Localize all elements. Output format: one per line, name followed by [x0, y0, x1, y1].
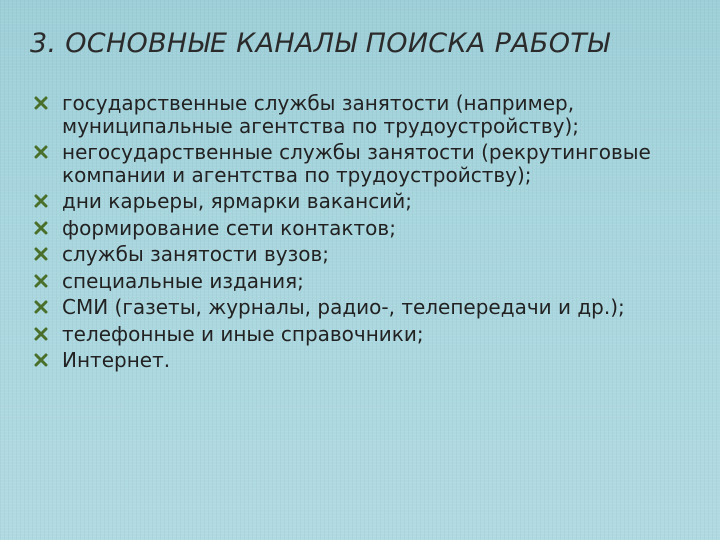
- bullet-item: [34, 296, 694, 319]
- bullet-text: телефонные и иные справочники;: [62, 321, 424, 346]
- bullet-item: [34, 217, 694, 240]
- x-cross-icon: [34, 353, 48, 367]
- bullet-item: [34, 270, 694, 293]
- x-cross-icon: [34, 274, 48, 288]
- bullet-text: негосударственные службы занятости (рекрутинговые компании и агентства по трудоустройству);: [62, 140, 651, 187]
- bullet-item: [34, 190, 694, 213]
- bullet-text: Интернет.: [62, 348, 171, 372]
- bullet-list: [34, 92, 694, 376]
- x-cross-icon: [34, 247, 48, 261]
- bullet-text: СМИ (газеты, журналы, радио-, телепередачи и др.);: [62, 295, 625, 319]
- bullet-text: службы занятости вузов;: [62, 242, 330, 266]
- bullet-item: [34, 323, 694, 346]
- x-cross-icon: [34, 327, 48, 341]
- x-cross-icon: [34, 221, 48, 235]
- bullet-text: специальные издания;: [62, 268, 304, 293]
- x-cross-icon: [34, 96, 48, 110]
- bullet-item: [34, 243, 694, 266]
- bullet-item: [34, 92, 694, 137]
- x-cross-icon: [34, 194, 48, 208]
- slide-title: 3. ОСНОВНЫЕ КАНАЛЫ ПОИСКА РАБОТЫ: [30, 28, 610, 59]
- bullet-text: дни карьеры, ярмарки вакансий;: [62, 189, 412, 213]
- x-cross-icon: [34, 145, 48, 159]
- bullet-text: государственные службы занятости (например, муниципальные агентства по трудоустройству);: [62, 91, 580, 138]
- x-cross-icon: [34, 300, 48, 314]
- bullet-item: [34, 141, 694, 186]
- bullet-item: [34, 349, 694, 372]
- bullet-text: формирование сети контактов;: [62, 215, 396, 240]
